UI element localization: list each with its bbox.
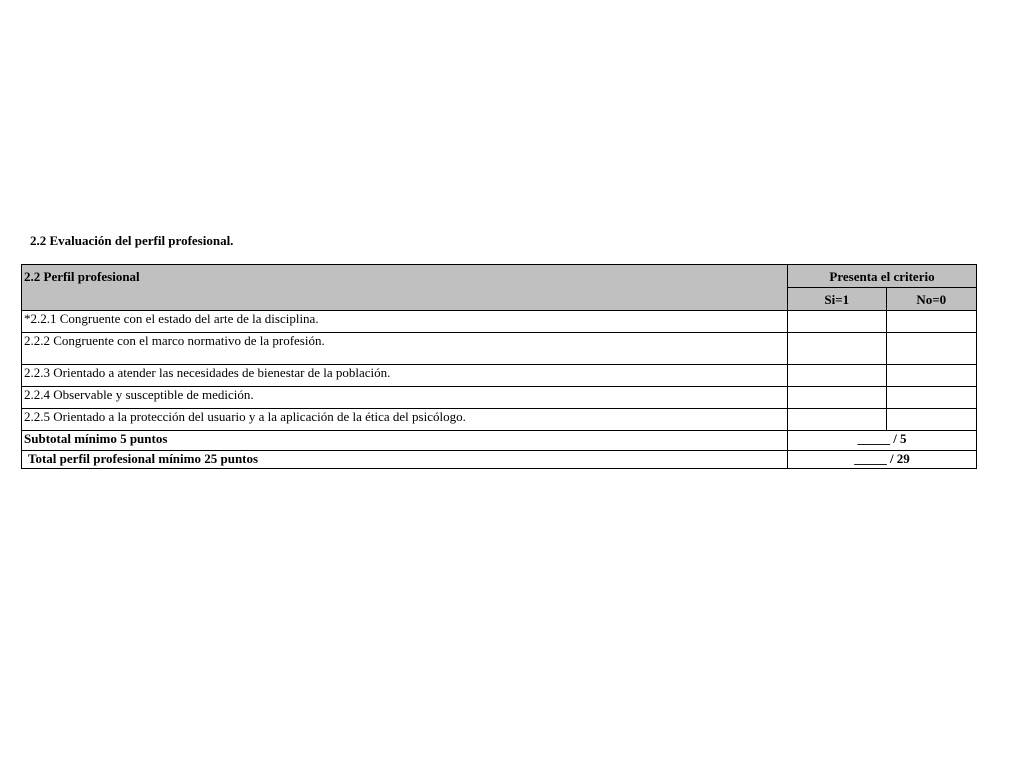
- criterion-text: *2.2.1 Congruente con el estado del arte de la disciplina.: [22, 311, 788, 333]
- evaluation-table: [21, 264, 977, 469]
- header-profile-label: 2.2 Perfil profesional: [22, 265, 788, 311]
- subtotal-row: [22, 431, 977, 451]
- total-row: [22, 451, 977, 469]
- criterion-row-2: [22, 333, 977, 365]
- no-cell[interactable]: [886, 311, 976, 333]
- criterion-row-3: [22, 365, 977, 387]
- yes-cell[interactable]: [788, 387, 887, 409]
- total-score[interactable]: _____ / 29: [788, 451, 977, 469]
- no-cell[interactable]: [886, 387, 976, 409]
- yes-cell[interactable]: [788, 311, 887, 333]
- total-label: Total perfil profesional mínimo 25 puntos: [22, 451, 788, 469]
- table-header-row: [22, 265, 977, 288]
- yes-cell[interactable]: [788, 409, 887, 431]
- criterion-text: 2.2.4 Observable y susceptible de medición.: [22, 387, 788, 409]
- header-criteria-group: Presenta el criterio: [788, 265, 977, 288]
- yes-cell[interactable]: [788, 333, 887, 365]
- header-yes-column: Si=1: [788, 288, 887, 311]
- criterion-row-1: [22, 311, 977, 333]
- no-cell[interactable]: [886, 365, 976, 387]
- subtotal-score[interactable]: _____ / 5: [788, 431, 977, 451]
- criterion-row-4: [22, 387, 977, 409]
- criterion-text: 2.2.5 Orientado a la protección del usuario y a la aplicación de la ética del psicólogo.: [22, 409, 788, 431]
- section-title: 2.2 Evaluación del perfil profesional.: [30, 233, 234, 248]
- criterion-text: 2.2.2 Congruente con el marco normativo de la profesión.: [22, 333, 788, 365]
- no-cell[interactable]: [886, 333, 976, 365]
- header-no-column: No=0: [886, 288, 976, 311]
- criterion-row-5: [22, 409, 977, 431]
- criterion-text: 2.2.3 Orientado a atender las necesidades de bienestar de la población.: [22, 365, 788, 387]
- no-cell[interactable]: [886, 409, 976, 431]
- subtotal-label: Subtotal mínimo 5 puntos: [22, 431, 788, 451]
- yes-cell[interactable]: [788, 365, 887, 387]
